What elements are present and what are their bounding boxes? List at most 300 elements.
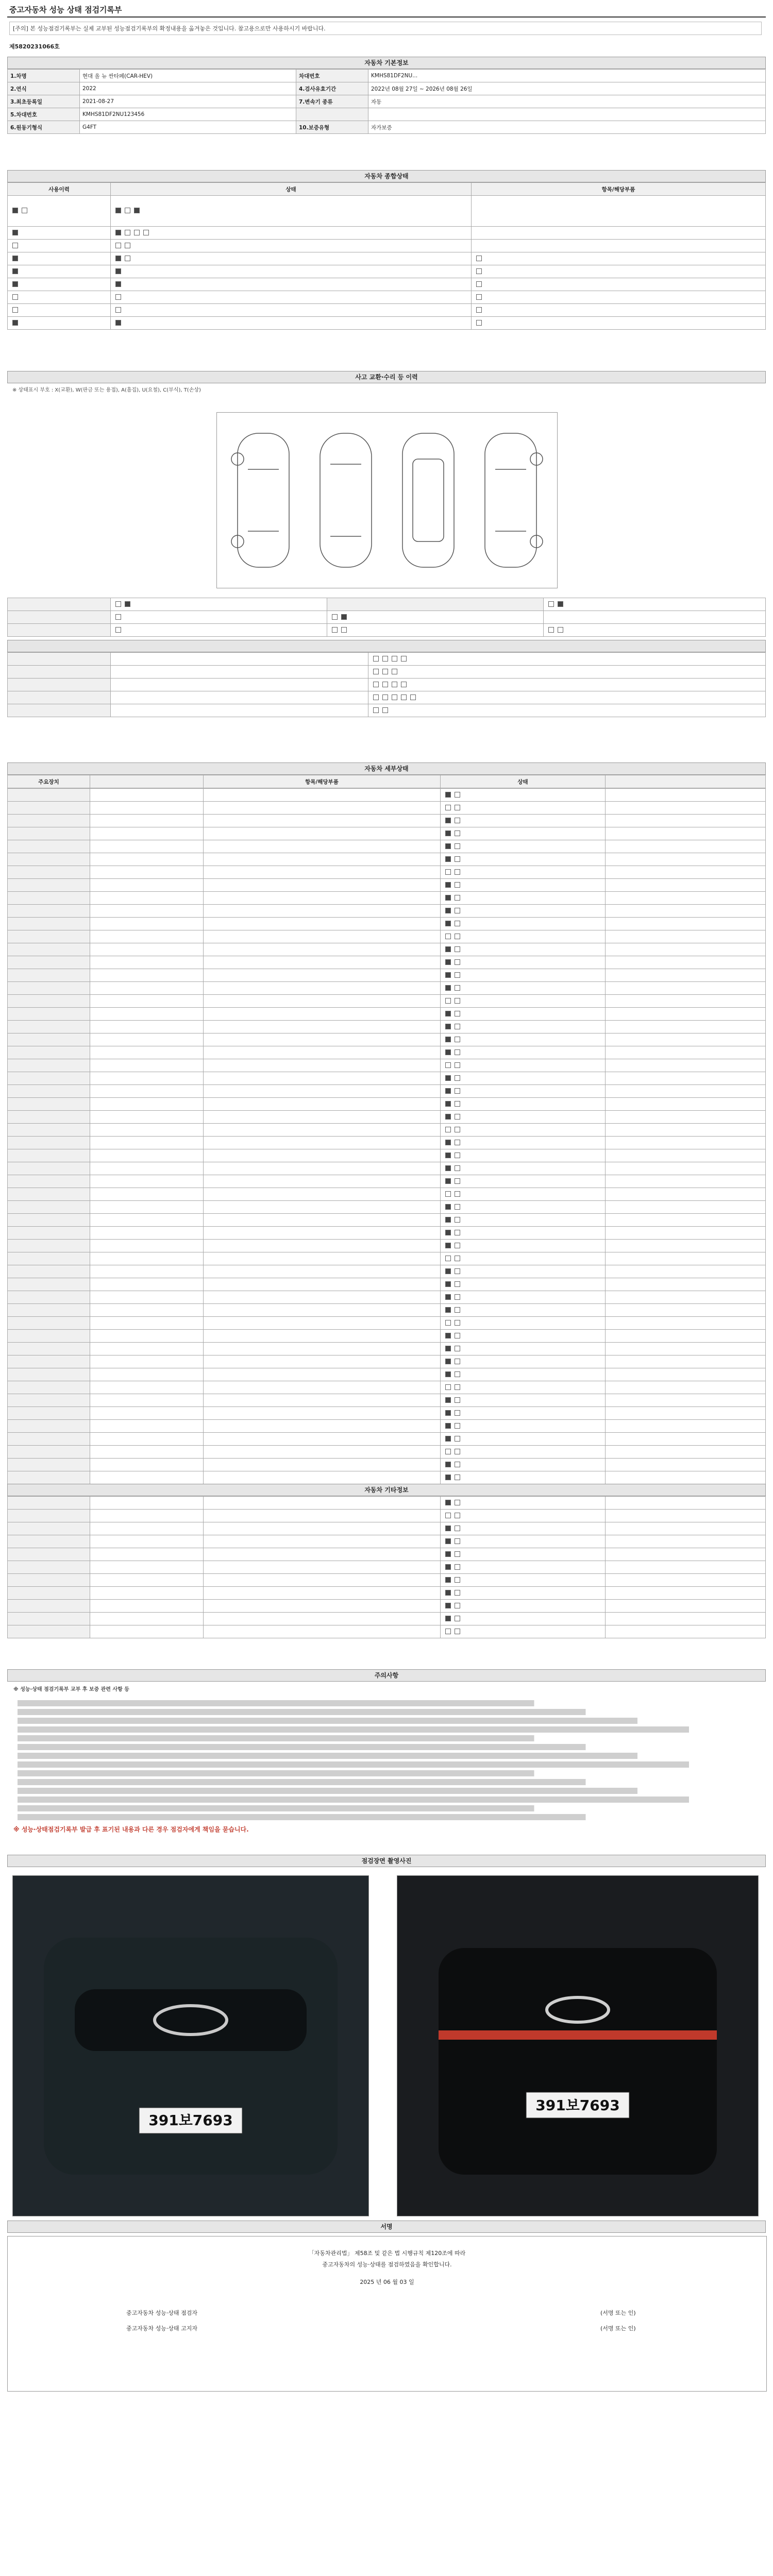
row-cell [204,1252,441,1265]
row-cell [441,995,606,1008]
row-cell [606,982,766,995]
checkbox [455,1538,460,1544]
row-cell [472,196,766,227]
row-cell [8,1343,90,1355]
row-cell [441,1175,606,1188]
cautions-lead: ※ 성능·상태 점검기록부 교부 후 보증 관련 사항 등 [13,1687,129,1692]
row-cell [606,995,766,1008]
row-cell [8,1059,90,1072]
row-cell [441,969,606,982]
title-divider [7,16,766,18]
row-cell [90,1098,204,1111]
checkbox [445,1062,451,1068]
row-cell [8,1162,90,1175]
row-cell [441,1522,606,1535]
table-row [8,1124,766,1137]
row-cell [8,1471,90,1484]
checkbox [445,1371,451,1377]
checkbox [455,1500,460,1505]
row-cell [8,1625,90,1638]
table-row [8,252,766,265]
row-cell [606,1201,766,1214]
caution-line [18,1770,755,1776]
row-cell [90,1149,204,1162]
checkbox [455,843,460,849]
caution-line [18,1753,755,1759]
row-cell [111,317,472,330]
row-cell [204,1368,441,1381]
row-cell [606,1059,766,1072]
checkbox [445,1475,451,1480]
row-cell [90,1433,204,1446]
row-cell [204,1278,441,1291]
table-row [8,918,766,930]
caution-line [18,1726,755,1733]
checkbox [455,1024,460,1029]
checkbox [455,1359,460,1364]
row-cell [204,1394,441,1407]
row-cell [606,1535,766,1548]
caution-lines [7,1700,766,1820]
row-cell [441,1535,606,1548]
row-cell [8,1188,90,1201]
table-row [8,1561,766,1574]
row-cell [90,1214,204,1227]
row-cell [111,304,472,317]
checkbox [455,1191,460,1197]
row-cell [441,1317,606,1330]
row-cell [441,892,606,905]
row-cell [606,1394,766,1407]
row-cell [8,304,111,317]
checkbox [455,1564,460,1570]
checkbox [455,1320,460,1326]
table-row [8,1459,766,1471]
checkbox [445,1577,451,1583]
row-cell [90,1330,204,1343]
caution-line [18,1761,755,1768]
row-cell [204,1124,441,1137]
table-row [8,1214,766,1227]
row-value: 2022년 08월 27일 ~ 2026년 08월 26일 [368,82,766,95]
row-cell [441,1574,606,1587]
row-cell [606,1368,766,1381]
row-cell [606,1343,766,1355]
row-cell [8,1381,90,1394]
row-cell [606,1214,766,1227]
row-cell [90,1459,204,1471]
basic-info-table [7,69,766,134]
row-cell [90,1497,204,1510]
table-row [8,1407,766,1420]
inspector-label: 중고자동차 성능·상태 점검자 [126,2310,198,2316]
row-cell [441,1497,606,1510]
table-row [8,879,766,892]
row-cell [8,1587,90,1600]
column-header: 주요장치 [8,775,90,788]
checkbox [445,972,451,978]
column-header: 사용이력 [8,183,111,196]
row-cell [8,1265,90,1278]
row-cell [90,1021,204,1033]
checkbox [455,1153,460,1158]
general-state-heading: 자동차 종합상태 [7,170,766,182]
row-cell [204,866,441,879]
row-cell [90,1548,204,1561]
options-heading: 자동차 기타정보 [7,1484,766,1496]
row-cell [606,905,766,918]
row-cell [204,1433,441,1446]
row-cell [472,304,766,317]
table-row [8,1265,766,1278]
row-cell [441,918,606,930]
cautions-section [7,1669,766,1837]
row-cell [8,892,90,905]
row-cell [441,1471,606,1484]
row-cell [204,789,441,802]
row-cell [204,1033,441,1046]
table-row [8,1008,766,1021]
checkbox [455,1307,460,1313]
checkbox [445,1268,451,1274]
row-cell [204,1291,441,1304]
checkbox [455,1629,460,1634]
checkbox [445,895,451,901]
table-row [8,1587,766,1600]
row-label: 3.최초등록일 [8,95,80,108]
row-cell [90,1394,204,1407]
row-cell [90,789,204,802]
checkbox [455,1011,460,1016]
row-cell [606,1625,766,1638]
row-cell [204,1317,441,1330]
row-cell [90,892,204,905]
table-row [8,278,766,291]
row-cell [111,291,472,304]
row-cell [204,1137,441,1149]
checkbox [455,959,460,965]
car-diagram [216,412,558,588]
row-cell [8,930,90,943]
row-cell [204,1407,441,1420]
table-row [8,1227,766,1240]
row-cell [8,840,90,853]
checkbox [455,1449,460,1454]
checkbox [455,1616,460,1621]
row-cell [90,866,204,879]
row-cell [8,1561,90,1574]
row-cell [441,1600,606,1613]
table-row [8,1021,766,1033]
checkbox [455,1397,460,1403]
row-cell [606,892,766,905]
row-cell [441,1046,606,1059]
row-cell [90,1420,204,1433]
row-cell [204,892,441,905]
row-cell [204,1098,441,1111]
checkbox [455,1294,460,1300]
row-cell [204,1497,441,1510]
row-cell [8,227,111,240]
row-cell [90,1278,204,1291]
row-cell [90,1059,204,1072]
checkbox [455,1037,460,1042]
table-row [8,70,766,82]
row-cell [8,1046,90,1059]
row-cell [90,1124,204,1137]
checkbox [445,1281,451,1287]
row-cell [8,240,111,252]
row-label: 차대번호 [296,70,368,82]
row-cell [8,866,90,879]
row-cell [441,879,606,892]
row-cell [8,1330,90,1343]
table-row [8,1355,766,1368]
row-cell [8,1433,90,1446]
row-cell [204,1613,441,1625]
checkbox [455,1384,460,1390]
row-cell [90,905,204,918]
table-row [8,265,766,278]
row-cell [8,943,90,956]
row-cell [111,240,472,252]
checkbox [445,1256,451,1261]
row-cell [441,1291,606,1304]
row-cell [8,1008,90,1021]
row-cell [441,866,606,879]
row-label: 4.검사유효기간 [296,82,368,95]
row-cell [441,1510,606,1522]
table-row [8,1059,766,1072]
row-cell [204,802,441,815]
row-cell [90,1072,204,1085]
checkbox [455,1230,460,1235]
row-cell [441,1214,606,1227]
row-cell [8,918,90,930]
row-cell [204,918,441,930]
checkbox [445,1333,451,1338]
checkbox [455,1423,460,1429]
row-cell [606,1265,766,1278]
row-cell [204,905,441,918]
row-cell [606,789,766,802]
checkbox [445,1629,451,1634]
row-cell [606,1317,766,1330]
row-label: 2.연식 [8,82,80,95]
row-cell [90,1175,204,1188]
column-header: 항목/해당부품 [472,183,766,196]
checkbox [445,1551,451,1557]
row-cell [204,1561,441,1574]
row-cell [606,1613,766,1625]
row-label: 1.차명 [8,70,80,82]
row-cell [90,1137,204,1149]
row-cell [90,1625,204,1638]
row-cell [204,827,441,840]
checkbox [445,805,451,810]
table-row [8,905,766,918]
checkbox [455,934,460,939]
row-cell [204,1188,441,1201]
row-label: 10.보증유형 [296,121,368,134]
row-cell [606,1046,766,1059]
checkbox [455,1243,460,1248]
row-cell [441,1548,606,1561]
checkbox [455,1526,460,1531]
column-header: 상태 [111,183,472,196]
row-cell [204,815,441,827]
row-cell [90,1304,204,1317]
detail-state-heading: 자동차 세부상태 [7,762,766,775]
row-cell [606,840,766,853]
row-cell [90,969,204,982]
checkbox [445,792,451,798]
checkbox [455,1217,460,1223]
row-cell [204,1522,441,1535]
row-value: G4FT [80,121,296,134]
table-row [8,624,766,637]
checkbox [445,1178,451,1184]
row-cell [8,278,111,291]
row-cell [441,1381,606,1394]
table-row [8,1471,766,1484]
checkbox [445,1075,451,1081]
row-cell [441,956,606,969]
table-row [8,1446,766,1459]
photos-section [7,1855,766,1867]
checkbox [445,1230,451,1235]
row-cell [441,1162,606,1175]
column-header: 상태 [441,775,606,788]
table-row [8,1072,766,1085]
checkbox [455,831,460,836]
row-cell [606,1227,766,1240]
table-row [8,1033,766,1046]
checkbox [445,1243,451,1248]
row-cell [204,879,441,892]
table-row [8,1368,766,1381]
row-cell [606,1471,766,1484]
row-cell [606,1587,766,1600]
row-cell [8,1446,90,1459]
checkbox [455,1204,460,1210]
row-cell [204,1111,441,1124]
row-cell [441,1149,606,1162]
row-cell [606,1561,766,1574]
row-cell [8,1227,90,1240]
car-front-icon [13,1876,368,2216]
checkbox [455,1475,460,1480]
page-title: 중고자동차 성능 상태 점검기록부 [9,5,122,14]
row-cell [441,1227,606,1240]
checkbox [445,946,451,952]
table-row [8,1522,766,1535]
row-cell [204,1587,441,1600]
row-cell [204,840,441,853]
row-cell [111,278,472,291]
issuer-sign: (서명 또는 인) [600,2325,636,2332]
checkbox [445,1384,451,1390]
row-cell [90,982,204,995]
row-cell [441,1587,606,1600]
row-cell [606,1175,766,1188]
table-row [8,1548,766,1561]
general-state-section [7,170,766,330]
checkbox [455,1462,460,1467]
row-cell [441,1355,606,1368]
checkbox [455,921,460,926]
row-cell [606,1433,766,1446]
row-cell [204,1330,441,1343]
checkbox [455,1140,460,1145]
row-cell [606,1240,766,1252]
checkbox [445,1513,451,1518]
table-row [8,1137,766,1149]
checkbox [445,818,451,823]
row-cell [441,1278,606,1291]
checkbox [455,869,460,875]
table-row [8,611,766,624]
checkbox [455,998,460,1004]
row-cell [111,227,472,240]
row-cell [90,853,204,866]
option-rows [7,1496,766,1638]
checkbox [455,1127,460,1132]
table-row [8,1175,766,1188]
row-cell [204,1046,441,1059]
checkbox [455,985,460,991]
row-cell [90,1343,204,1355]
front-plate-text: 391보7693 [148,2112,233,2129]
row-cell [441,1433,606,1446]
table-row [8,969,766,982]
row-cell [204,1574,441,1587]
row-cell [204,1343,441,1355]
signature-date: 2025 년 06 월 03 일 [360,2279,414,2285]
row-label: 5.차대번호 [8,108,80,121]
row-cell [8,1510,90,1522]
row-cell [441,1188,606,1201]
row-value: 2021-08-27 [80,95,296,108]
row-cell [606,969,766,982]
row-cell [441,1394,606,1407]
checkbox [445,1024,451,1029]
row-value: KMHS81DF2NU... [368,70,766,82]
row-cell [204,956,441,969]
row-cell [90,815,204,827]
checkbox [445,985,451,991]
row-cell [8,853,90,866]
row-cell [606,1072,766,1085]
row-cell [90,827,204,840]
checkbox [445,1449,451,1454]
table-row [8,1433,766,1446]
table-row [8,943,766,956]
rear-plate-text: 391보7693 [535,2097,620,2114]
car-outline-icon [217,413,557,588]
row-label: 6.원동기형식 [8,121,80,134]
table-row [8,1330,766,1343]
front-photo [12,1875,369,2216]
row-cell [606,1600,766,1613]
row-cell [90,1188,204,1201]
detail-rows [7,788,766,1484]
checkbox [455,818,460,823]
checkbox [445,869,451,875]
caution-line [18,1779,755,1785]
row-cell [8,789,90,802]
row-cell [441,1021,606,1033]
